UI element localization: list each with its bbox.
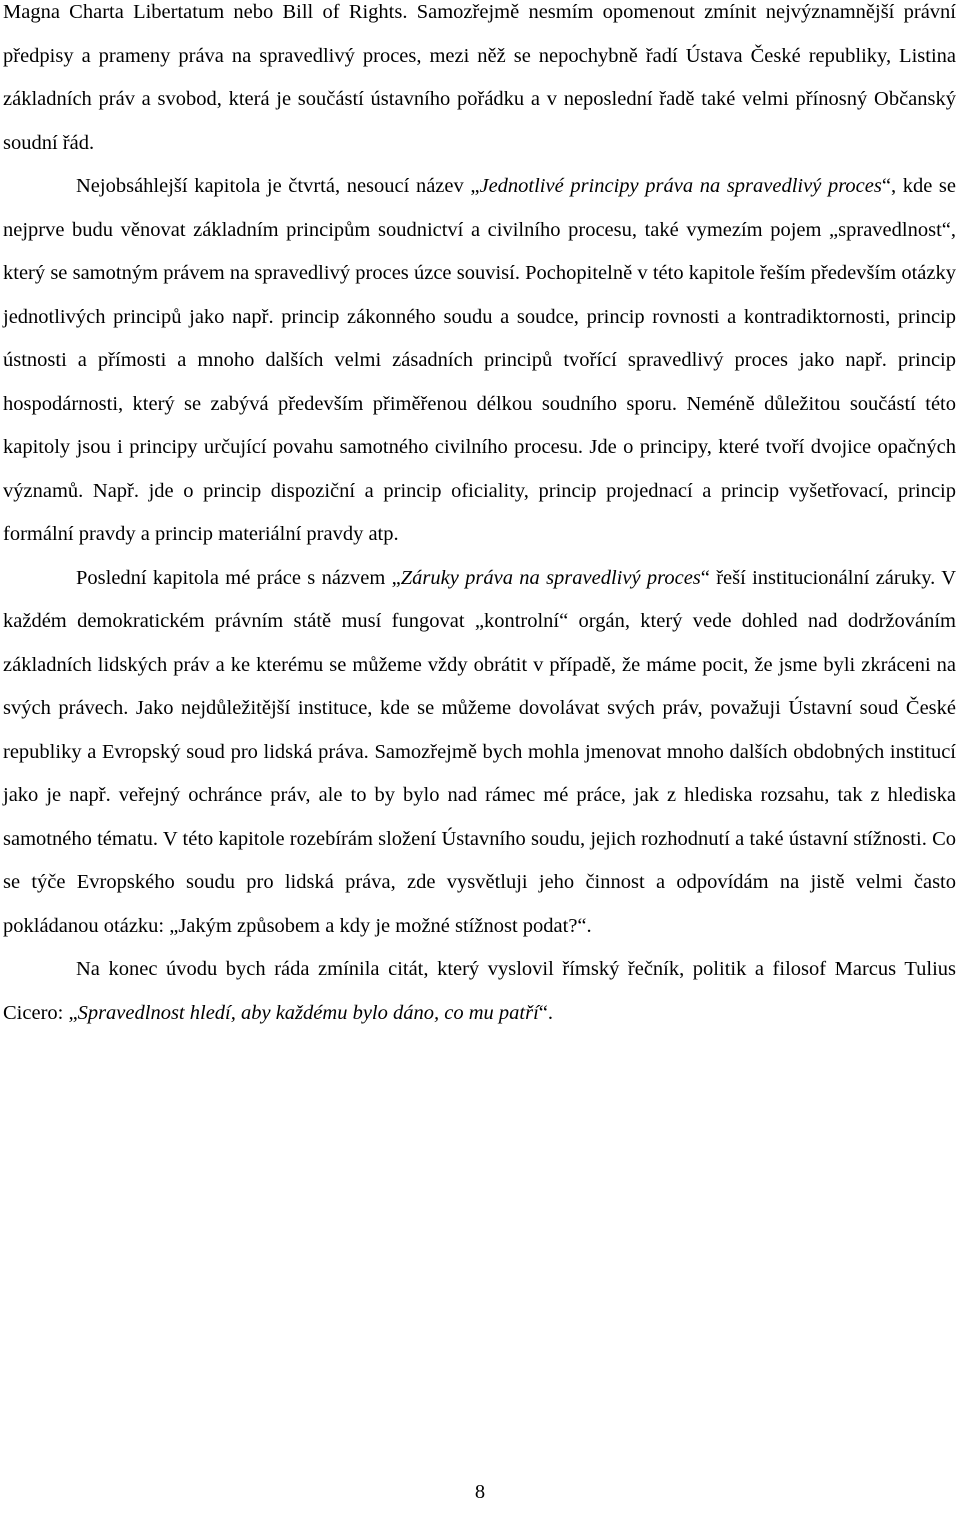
- paragraph-4: [3, 948, 956, 1035]
- body-text: [3, 0, 956, 1035]
- paragraph-3: [3, 557, 956, 949]
- paragraph-4-text-a: Na konec úvodu bych ráda zmínila citát, který vyslovil římský řečník, politik a filosof Marcus Tulius Cicero: „: [3, 958, 956, 1024]
- paragraph-4-text-b: “.: [538, 1001, 553, 1024]
- chapter-5-title: Záruky práva na spravedlivý proces: [400, 566, 701, 589]
- paragraph-2: [3, 165, 956, 557]
- paragraph-1-text: Magna Charta Libertatum nebo Bill of Rights. Samozřejmě nesmím opomenout zmínit nejvýznamnější právní předpisy a prameny práva na spravedlivý proces, mezi něž se nepochybně řadí Ústava České republiky, Listina základních práv a svobod, která je součástí ústavního pořádku a v neposlední řadě také velmi přínosný Občanský soudní řád.: [3, 1, 956, 154]
- cicero-quote: Spravedlnost hledí, aby každému bylo dáno, co mu patří: [77, 1001, 539, 1024]
- paragraph-2-text-b: “, kde se nejprve budu věnovat základním principům soudnictví a civilního procesu, také vymezím pojem „spravedlnost“, který se samotným právem na spravedlivý proces úzce souvisí. Pochopitelně v této kapitole řeším především otázky jednotlivých principů jako např. princip zákonného soudu a soudce, princip rovnosti a kontradiktornosti, princip ústnosti a přímosti a mnoho dalších velmi zásadních principů tvořící spravedlivý proces jako např. princip hospodárnosti, který se zabývá především přiměřenou délkou soudního sporu. Neméně důležitou součástí této kapitoly jsou i principy určující povahu samotného civilního procesu. Jde o principy, které tvoří dvojice opačných významů. Např. jde o princip dispoziční a princip oficiality, princip projednací a princip vyšetřovací, princip formální pravdy a princip materiální pravdy atp.: [3, 175, 956, 545]
- paragraph-2-text-a: Nejobsáhlejší kapitola je čtvrtá, nesoucí název „: [76, 175, 480, 197]
- page-number: 8: [474, 1481, 486, 1503]
- paragraph-1: [3, 0, 956, 165]
- paragraph-3-text-b: “ řeší institucionální záruky. V každém demokratickém právním státě musí fungovat „kontrolní“ orgán, který vede dohled nad dodržováním základních lidských práv a ke kterému se můžeme vždy obrátit v případě, že máme pocit, že jsme byli zkráceni na svých právech. Jako nejdůležitější instituce, kde se můžeme dovolávat svých práv, považuji Ústavní soud České republiky a Evropský soud pro lidská práva. Samozřejmě bych mohla jmenovat mnoho dalších obdobných institucí jako je např. veřejný ochránce práv, ale to by bylo nad rámec mé práce, jak z hlediska rozsahu, tak z hlediska samotného tématu. V této kapitole rozebírám složení Ústavního soudu, jejich rozhodnutí a také ústavní stížnosti. Co se týče Evropského soudu pro lidská práva, zde vysvětluji jeho činnost a odpovídám na jistě velmi často pokládanou otázku: „Jakým způsobem a kdy je možné stížnost podat?“.: [3, 566, 957, 937]
- chapter-4-title: Jednotlivé principy práva na spravedlivý proces: [479, 175, 882, 197]
- paragraph-3-text-a: Poslední kapitola mé práce s názvem „: [76, 566, 401, 589]
